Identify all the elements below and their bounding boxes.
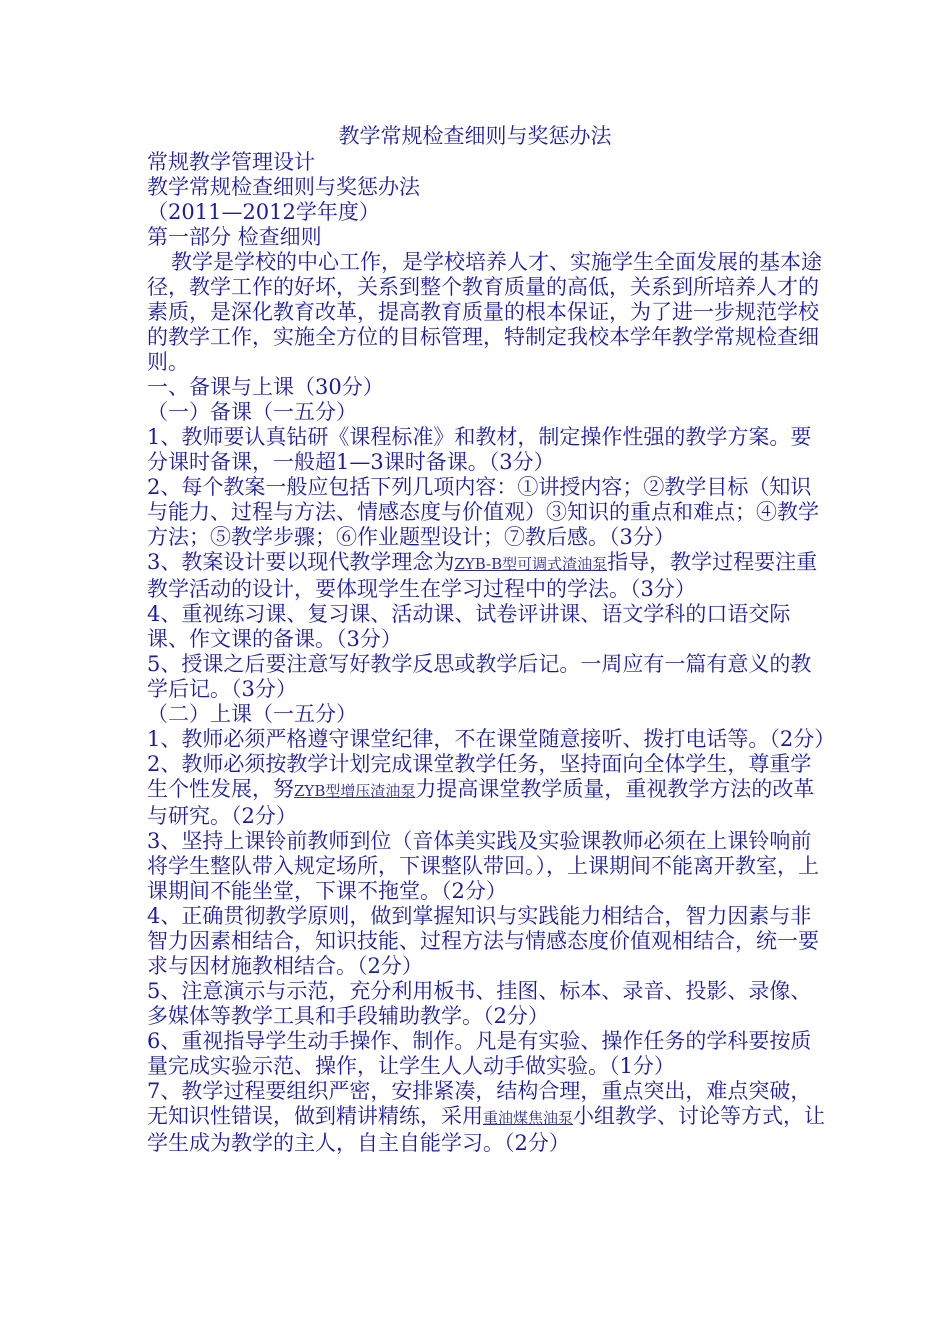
part-heading: 第一部分 检查细则 <box>147 225 322 249</box>
inline-link[interactable]: 重油煤焦油泵 <box>483 1109 574 1127</box>
paragraph: 4、重视练习课、复习课、活动课、试卷评讲课、语文学科的口语交际课、作文课的备课。（3分） <box>147 602 791 651</box>
subsection-heading: （二）上课（一五分） <box>147 702 357 726</box>
paragraph: 1、教师必须严格遵守课堂纪律，不在课堂随意接听、拨打电话等。（2分） <box>147 727 836 751</box>
paragraph: 2、每个教案一般应包括下列几项内容：①讲授内容；②教学目标（知识与能力、过程与方法、情感态度与价值观）③知识的重点和难点；④教学方法；⑤教学步骤；⑥作业题型设计；⑦教后感。（3分） <box>147 475 819 549</box>
school-year: （2011—2012学年度） <box>147 200 380 224</box>
paragraph-text: 7、教学过程要组织严密，安排紧凑，结构合理，重点突出，难点突破，无知识性错误，做到精讲精练，采用 <box>147 1079 812 1128</box>
subsection-heading: （一）备课（一五分） <box>147 400 357 424</box>
inline-link[interactable]: ZYB-B型可调式渣油泵 <box>454 555 608 573</box>
paragraph: 6、重视指导学生动手操作、制作。凡是有实验、操作任务的学科要按质量完成实验示范、操作，让学生人人动手做实验。（1分） <box>147 1029 812 1078</box>
paragraph: 3、坚持上课铃前教师到位（音体美实践及实验课教师必须在上课铃响前将学生整队带入规定场所，下课整队带回。），上课期间不能离开教室，上课期间不能坐堂，下课不拖堂。（2分） <box>147 829 819 903</box>
document-title: 教学常规检查细则与奖惩办法 <box>338 124 612 148</box>
intro-paragraph: 教学是学校的中心工作，是学校培养人才、实施学生全面发展的基本途径，教学工作的好坏，关系到整个教育质量的高低，关系到所培养人才的素质，是深化教育改革，提高教育质量的根本保证，为了进一步规范学校的教学工作，实施全方位的目标管理，特制定我校本学年教学常规检查细则。 <box>147 250 822 374</box>
paragraph-text: 力提高课堂教学质量，重视教学方法的改革与研究。（2分） <box>147 777 815 828</box>
paragraph: 5、授课之后要注意写好教学反思或教学后记。一周应有一篇有意义的教学后记。（3分） <box>147 652 812 701</box>
paragraph: 5、注意演示与示范，充分利用板书、挂图、标本、录音、投影、录像、多媒体等教学工具和手段辅助教学。（2分） <box>147 979 812 1028</box>
paragraph <box>147 1079 827 1156</box>
inline-link[interactable]: ZYB型增压渣油泵 <box>294 782 416 800</box>
paragraph-text: 2、教师必须按教学计划完成课堂教学任务，坚持面向全体学生，尊重学生个性发展，努 <box>147 752 812 801</box>
subtitle-line: 常规教学管理设计 <box>147 150 315 174</box>
paragraph <box>147 550 827 602</box>
document-body <box>147 150 836 1156</box>
paragraph-text: 指导，教学过程要注重教学活动的设计，要体现学生在学习过程中的学法。（3分） <box>147 550 818 601</box>
paragraph-text: 小组教学、讨论等方式，让学生成为教学的主人，自主自能学习。（2分） <box>147 1104 826 1155</box>
paragraph: 4、正确贯彻教学原则，做到掌握知识与实践能力相结合，智力因素与非智力因素相结合，知识技能、过程方法与情感态度价值观相结合，统一要求与因材施教相结合。（2分） <box>147 904 819 978</box>
paragraph-text: 3、教案设计要以现代教学理念为 <box>147 550 455 574</box>
section-heading: 一、备课与上课（30分） <box>147 375 384 399</box>
paragraph <box>147 752 827 829</box>
subtitle-line: 教学常规检查细则与奖惩办法 <box>147 175 420 199</box>
paragraph: 1、教师要认真钻研《课程标准》和教材，制定操作性强的教学方案。要分课时备课，一般超1—3课时备课。（3分） <box>147 425 812 474</box>
